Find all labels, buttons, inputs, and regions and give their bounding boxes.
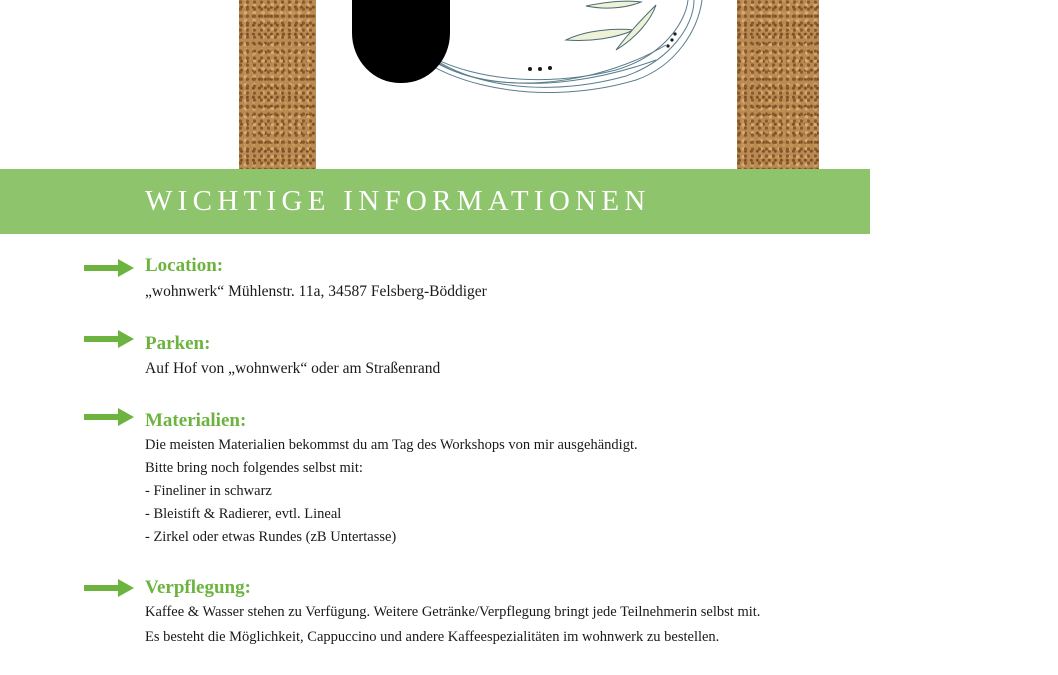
arrow-right-icon: [84, 330, 134, 348]
arrow-right-icon: [84, 579, 134, 597]
banner-title: WICHTIGE INFORMATIONEN: [145, 185, 651, 217]
list-item: - Zirkel oder etwas Rundes (zB Untertasse): [145, 529, 397, 545]
header-photo: [0, 0, 1058, 170]
cork-board-right: [737, 0, 819, 170]
section-text: Es besteht die Möglichkeit, Cappuccino und andere Kaffeespezialitäten im wohnwerk zu bestellen.: [145, 629, 720, 645]
section-text: Auf Hof von „wohnwerk“ oder am Straßenrand: [145, 360, 441, 377]
arrow-right-icon: [84, 408, 134, 426]
list-item: - Fineliner in schwarz: [145, 483, 272, 499]
section-heading: Materialien:: [145, 410, 247, 431]
section-text: Bitte bring noch folgendes selbst mit:: [145, 460, 363, 476]
section-heading: Location:: [145, 255, 224, 276]
arrow-right-icon: [84, 259, 134, 277]
cork-board-left: [239, 0, 316, 170]
section-heading: Parken:: [145, 333, 211, 354]
list-item: - Bleistift & Radierer, evtl. Lineal: [145, 506, 342, 522]
section-text: „wohnwerk“ Mühlenstr. 11a, 34587 Felsberg-Böddiger: [145, 283, 487, 300]
section-heading: Verpflegung:: [145, 577, 251, 598]
section-text: Kaffee & Wasser stehen zu Verfügung. Weitere Getränke/Verpflegung bringt jede Teilnehmerin selbst mit.: [145, 604, 761, 620]
section-text: Die meisten Materialien bekommst du am Tag des Workshops von mir ausgehändigt.: [145, 437, 638, 453]
